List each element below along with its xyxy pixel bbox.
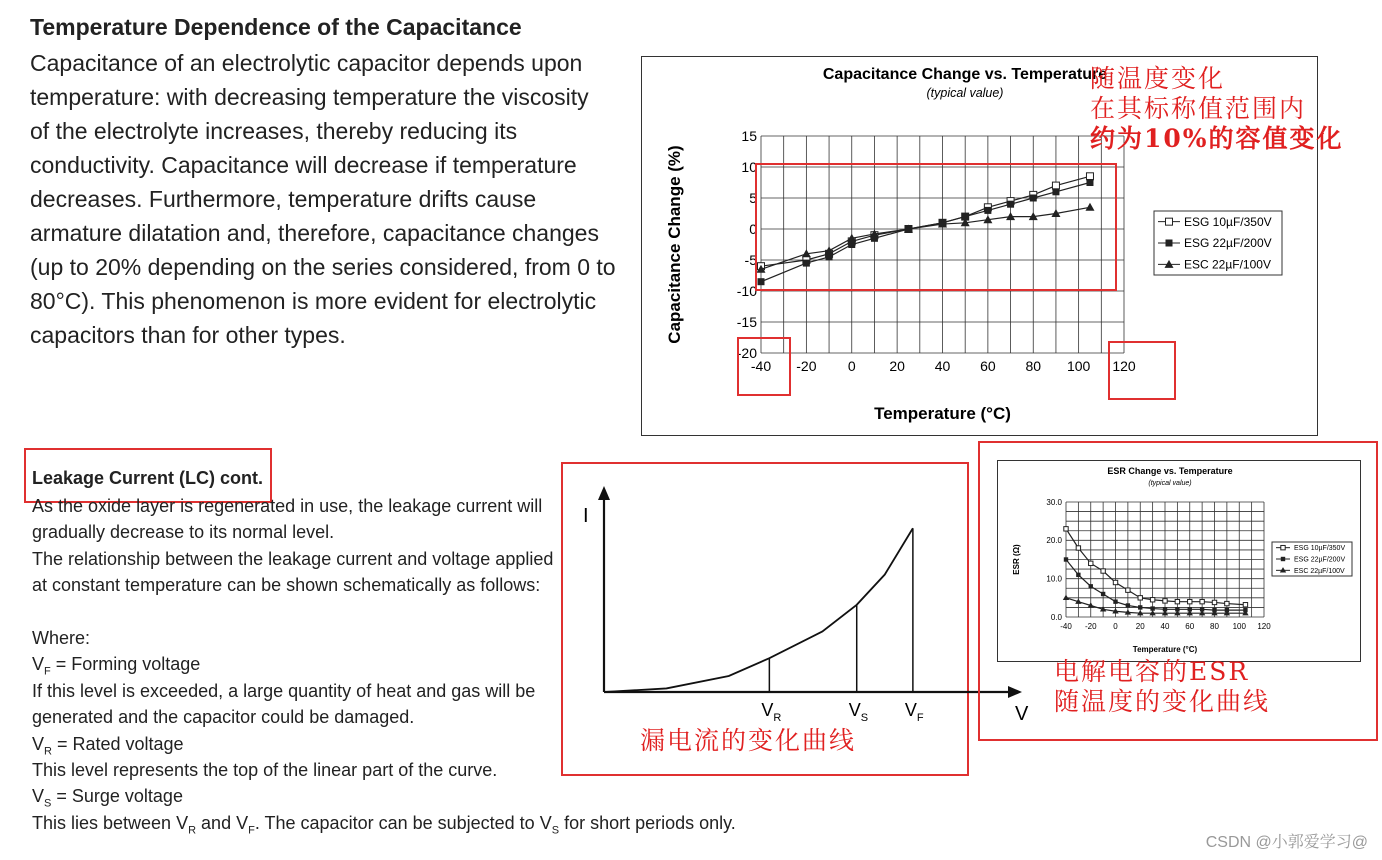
intro-line: conductivity. Capacitance will decrease if temperature — [30, 152, 577, 178]
x-tick-label: 0 — [1113, 622, 1118, 631]
x-tick-label: 100 — [1232, 622, 1246, 631]
leakage-line: generated and the capacitor could be damaged. — [32, 707, 415, 728]
intro-line: decreases. Furthermore, temperature drifts cause — [30, 186, 537, 212]
y-tick-label: 30.0 — [1046, 497, 1062, 507]
y-axis-arrow — [598, 486, 610, 500]
data-point — [1076, 573, 1080, 577]
y-axis-label: I — [583, 505, 589, 527]
data-point — [1212, 600, 1216, 604]
leakage-line: As the oxide layer is regenerated in use, the leakage current will — [32, 496, 543, 516]
chart-subtitle: (typical value) — [926, 86, 1004, 100]
data-point — [1243, 603, 1247, 607]
data-point — [1113, 580, 1117, 584]
legend-entry: ESG 22µF/200V — [1184, 236, 1272, 251]
y-tick-label: 10.0 — [1046, 574, 1062, 584]
x-tick-label: 120 — [1257, 622, 1271, 631]
data-point — [1064, 527, 1068, 531]
leakage-line: $V_F = Forming$ voltage — [32, 654, 201, 678]
data-point — [1101, 592, 1105, 596]
data-point — [1126, 603, 1130, 607]
x-tick-label: 40 — [1160, 622, 1170, 631]
esr-chart-panel — [997, 460, 1361, 662]
intro-line: Capacitance of an electrolytic capacitor depends upon — [30, 50, 583, 76]
y-tick-label: 15 — [741, 127, 757, 144]
data-point — [1138, 596, 1142, 600]
highlight-box-curves — [755, 163, 1117, 291]
voltage-label: $V_R$ — [761, 700, 782, 724]
x-tick-label: -40 — [1060, 622, 1072, 631]
data-point — [1188, 599, 1192, 603]
leakage-line: $V_R$ = Rated voltage — [32, 733, 184, 758]
intro-line: 80°C). This phenomenon is more evident for electrolytic — [30, 288, 597, 314]
legend-entry: ESG 10µF/350V — [1294, 545, 1346, 553]
esr-chart — [998, 461, 1360, 661]
leakage-line: If this level is exceeded, a large quantity of heat and gas will be — [32, 680, 536, 701]
x-tick-label: 20 — [1135, 622, 1145, 631]
data-point — [1281, 545, 1285, 549]
data-point — [1200, 599, 1204, 603]
y-tick-label: 0 — [749, 220, 757, 237]
x-tick-label: 60 — [1185, 622, 1195, 631]
x-tick-label: 60 — [980, 358, 996, 374]
data-point — [1166, 218, 1173, 225]
esr-note: 电解电容的ESR 随温度的变化曲线 — [1054, 657, 1271, 716]
leakage-line: $V_S$ = Surge voltage — [32, 786, 183, 810]
y-tick-label: -15 — [736, 313, 757, 330]
leakage-line: at constant temperature can be shown schematically as follows: — [32, 575, 541, 596]
y-tick-label: -20 — [736, 344, 757, 361]
y-tick-label: 0.0 — [1050, 612, 1062, 622]
iv-curve-chart — [570, 476, 1030, 726]
data-point — [1175, 599, 1179, 603]
data-point — [1225, 601, 1229, 605]
chart-title: ESR Change vs. Temperature — [1107, 466, 1233, 476]
data-point — [1089, 561, 1093, 565]
chart-title: Capacitance Change vs. Temperature — [822, 66, 1108, 83]
watermark: CSDN @小郭爱学习@ — [1205, 834, 1368, 851]
data-point — [1138, 605, 1142, 609]
voltage-label: $V_S$ — [848, 700, 869, 724]
leakage-line: The relationship between the leakage current and voltage applied — [32, 548, 554, 569]
leakage-line: Where: — [32, 627, 91, 648]
legend — [1154, 211, 1282, 275]
legend-entry: ESG 22µF/200V — [1294, 556, 1346, 564]
leakage-line: This lies between $V_R$ and $V_F$. The capacitor can be subjected to $V_S$ for short periods only. — [32, 812, 736, 837]
x-tick-label: 80 — [1210, 622, 1219, 631]
x-tick-label: 0 — [847, 358, 856, 374]
cap-note: 随温度变化 在其标称值范围内 约为10%的容值变化 — [1090, 64, 1344, 153]
iv-curve — [604, 528, 913, 692]
y-axis-label: Capacitance Change (%) — [665, 145, 684, 344]
x-axis-label: Temperature (°C) — [1132, 645, 1198, 654]
data-point — [1166, 240, 1173, 247]
y-tick-label: -5 — [744, 251, 757, 268]
data-point — [1281, 557, 1285, 561]
intro-line: of the electrolyte increases, thereby reducing its — [30, 118, 518, 144]
legend-entry: ESC 22µF/100V — [1184, 257, 1271, 272]
data-point — [1101, 569, 1105, 573]
y-axis-label: ESR (Ω) — [1012, 544, 1021, 575]
data-point — [1063, 595, 1069, 600]
y-tick-label: 10 — [741, 158, 757, 175]
y-tick-label: 5 — [749, 189, 757, 206]
data-point — [1113, 599, 1117, 603]
intro-line: temperature: with decreasing temperature the viscosity — [30, 84, 589, 110]
data-point — [1126, 588, 1130, 592]
x-tick-label: -20 — [1084, 622, 1097, 631]
intro-line: (up to 20% depending on the series considered, from 0 to — [30, 254, 616, 280]
x-tick-label: 80 — [1025, 358, 1042, 374]
highlight-box-max-temp — [1108, 341, 1176, 400]
legend-entry: ESG 10µF/350V — [1184, 214, 1272, 229]
legend-entry: ESC 22µF/100V — [1294, 567, 1345, 575]
leakage-line: gradually decrease to its normal level. — [32, 522, 335, 543]
x-tick-label: 120 — [1112, 358, 1136, 374]
x-axis-label: V — [1015, 703, 1029, 725]
data-point — [1076, 546, 1080, 550]
x-tick-label: -40 — [750, 358, 772, 374]
series-line — [1064, 527, 1248, 607]
data-point — [1163, 599, 1167, 603]
voltage-label: $V_F$ — [904, 700, 924, 724]
leakage-heading: Leakage Current (LC) cont. — [32, 468, 264, 488]
page-title: Temperature Dependence of the Capacitance — [30, 14, 522, 40]
highlight-box-min-temp — [737, 337, 791, 396]
x-tick-label: -20 — [796, 358, 817, 374]
intro-line: armature dilatation and, therefore, capacitance changes — [30, 220, 599, 246]
x-axis-label: Temperature (°C) — [874, 404, 1011, 423]
data-point — [1089, 584, 1093, 588]
y-tick-label: 20.0 — [1046, 536, 1062, 546]
y-tick-label: -10 — [736, 282, 757, 299]
data-point — [1150, 598, 1154, 602]
x-tick-label: 40 — [934, 358, 951, 374]
legend — [1272, 542, 1352, 576]
leakage-line: This level represents the top of the linear part of the curve. — [32, 759, 498, 780]
x-tick-label: 20 — [889, 358, 905, 374]
intro-paragraph — [30, 46, 640, 352]
lc-note: 漏电流的变化曲线 — [640, 726, 857, 755]
chart-subtitle: (typical value) — [1148, 480, 1192, 487]
intro-line: capacitors than for other types. — [30, 322, 346, 348]
x-tick-label: 100 — [1066, 358, 1091, 374]
data-point — [1064, 557, 1068, 561]
